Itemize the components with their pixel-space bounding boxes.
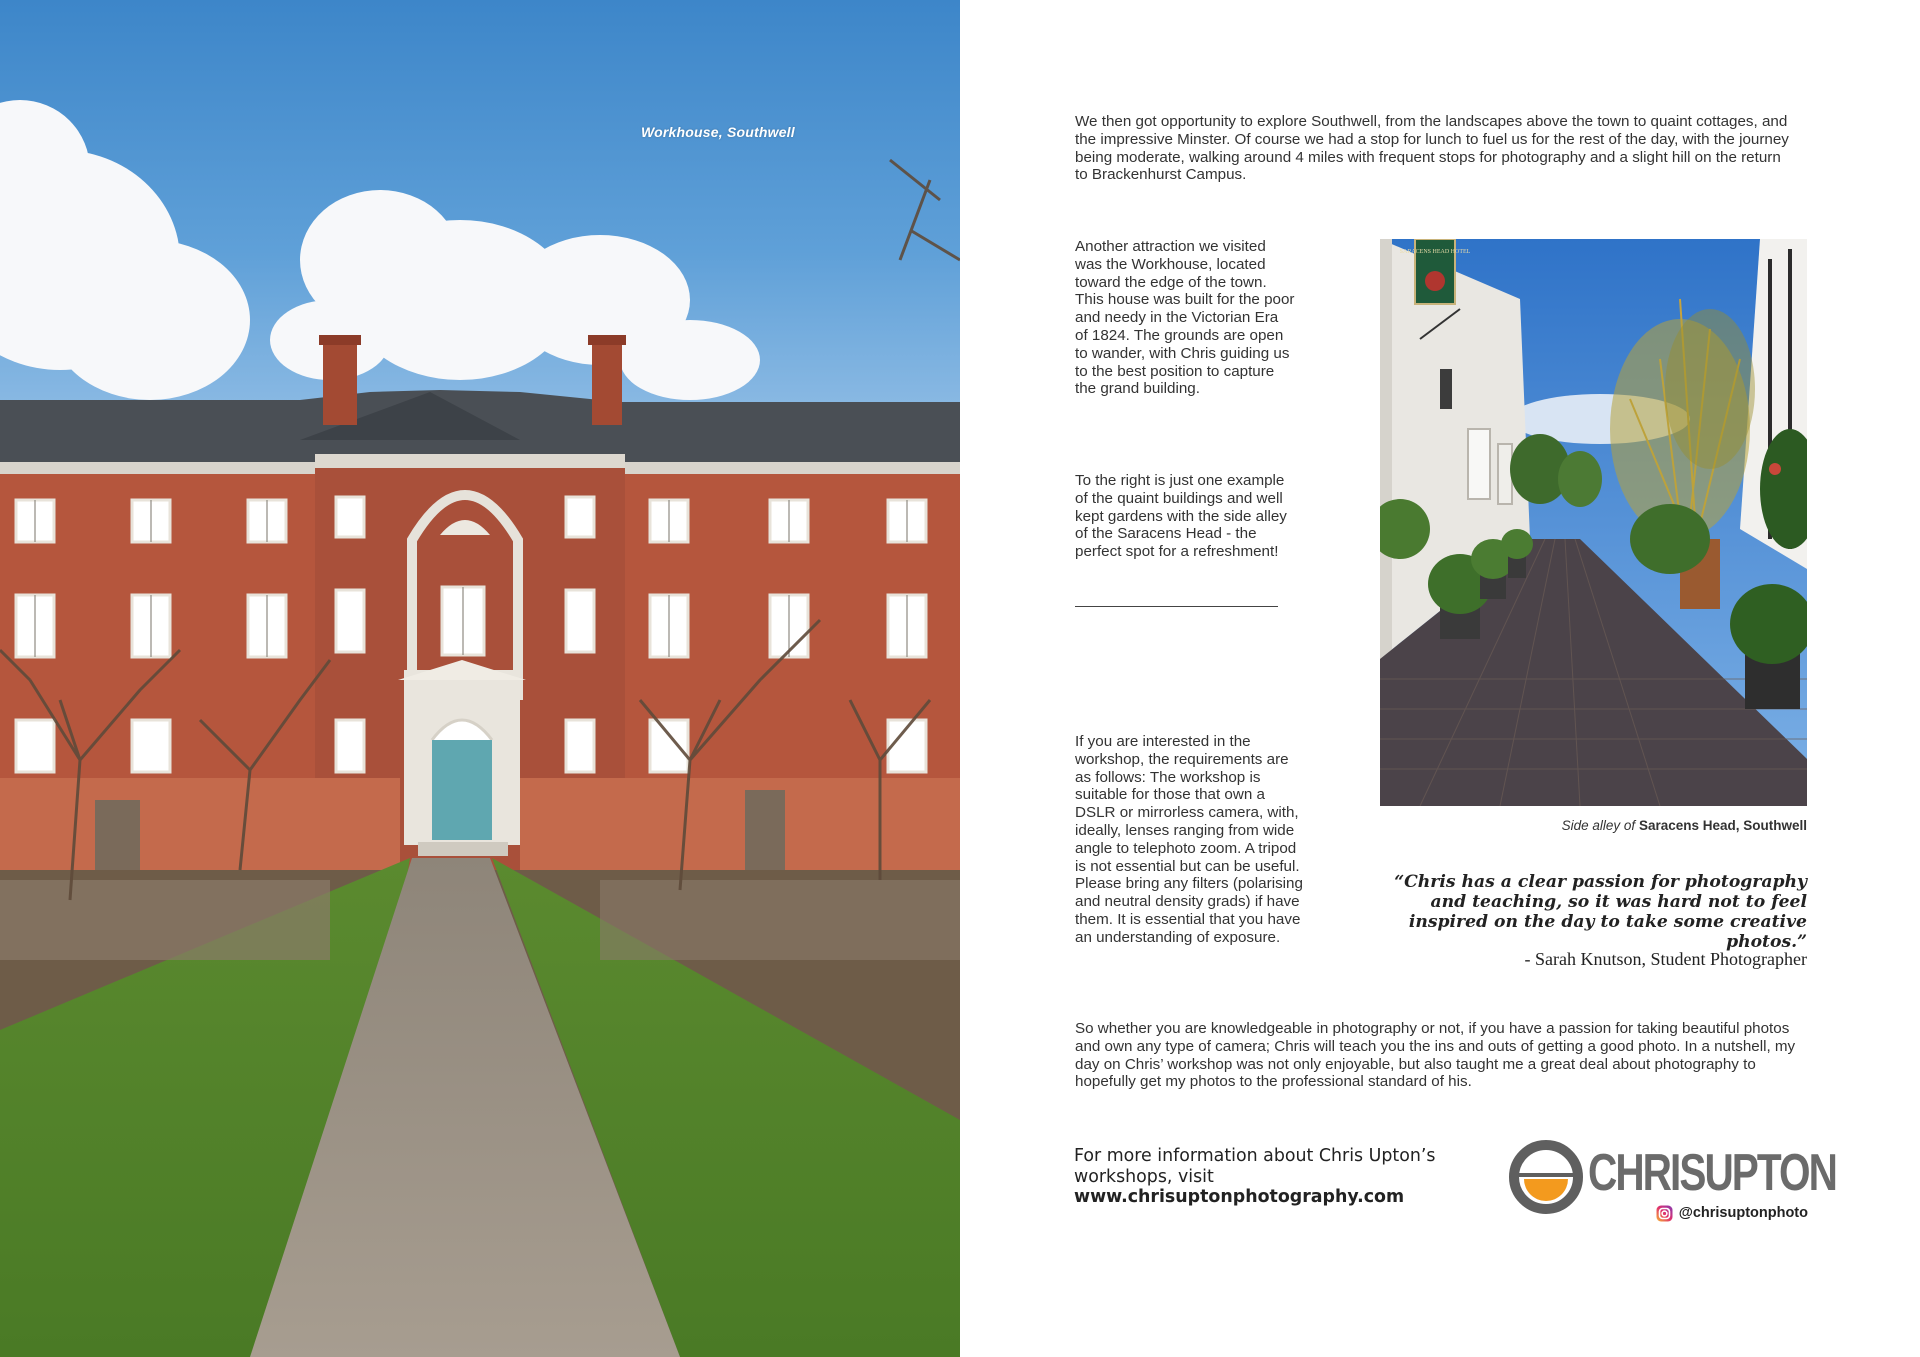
testimonial-attribution: - Sarah Knutson, Student Photographer	[1524, 949, 1807, 969]
hotel-sign-text: SARACENS HEAD HOTEL	[1399, 249, 1471, 255]
testimonial-quote: “Chris has a clear passion for photography and teaching, so it was hard not to feel inspired on the day to take some creative photos.”	[1394, 872, 1807, 952]
conclusion-paragraph: So whether you are knowledgeable in photography or not, if you have a passion for taking beautiful photos and own any type of camera; Chris will teach you the ins and outs of getting a good photo. In a nutshell, my day on Chris’ workshop was not only enjoyable, but also taught me a great deal about photography to hopefully get my photos to the professional standard of his.	[1075, 1020, 1796, 1091]
instagram-icon	[1656, 1205, 1673, 1222]
logo-wordmark: CHRISUPTON	[1588, 1144, 1836, 1202]
caption-prefix: Side alley of	[1561, 818, 1639, 833]
social-handle-row[interactable]	[1656, 1203, 1808, 1223]
workhouse-paragraph: Another attraction we visited was the Workhouse, located toward the edge of the town. This house was built for the poor and needy in the Victorian Era of 1824. The grounds are open to wander, with Chris guiding us to the best position to capture the grand building.	[1075, 238, 1295, 398]
section-divider	[1075, 606, 1278, 607]
requirements-paragraph: If you are interested in the workshop, the requirements are as follows: The workshop is suitable for those that own a DSLR or mirrorless camera, with, ideally, lenses ranging from wide angle to telephoto zoom. A tripod is not essential but can be useful. Please bring any filters (polarising and neutral density grads) if have them. It is essential that you have an understanding of exposure.	[1075, 733, 1303, 946]
chris-upton-logo	[1508, 1135, 1836, 1225]
workhouse-caption: Workhouse, Southwell	[641, 124, 795, 140]
social-handle: @chrisuptonphoto	[1678, 1205, 1808, 1221]
saracens-head-alley-photo	[1380, 239, 1807, 806]
alley-photo-caption	[1562, 818, 1807, 833]
logo-ring-icon	[1508, 1139, 1584, 1215]
intro-paragraph: We then got opportunity to explore Southwell, from the landscapes above the town to quaint cottages, and the impressive Minster. Of course we had a stop for lunch to fuel us for the rest of the day, with the journey being moderate, walking around 4 miles with frequent stops for photography and a slight hill on the return to Brackenhurst Campus.	[1075, 113, 1789, 184]
caption-location: Saracens Head, Southwell	[1638, 818, 1807, 833]
more-info-text: For more information about Chris Upton’s workshops, visit	[1074, 1146, 1436, 1187]
website-link[interactable]: www.chrisuptonphotography.com	[1074, 1187, 1405, 1207]
saracens-head-paragraph: To the right is just one example of the quaint buildings and well kept gardens with the side alley of the Saracens Head - the perfect spot for a refreshment!	[1075, 472, 1287, 561]
more-info-block	[1074, 1146, 1494, 1208]
